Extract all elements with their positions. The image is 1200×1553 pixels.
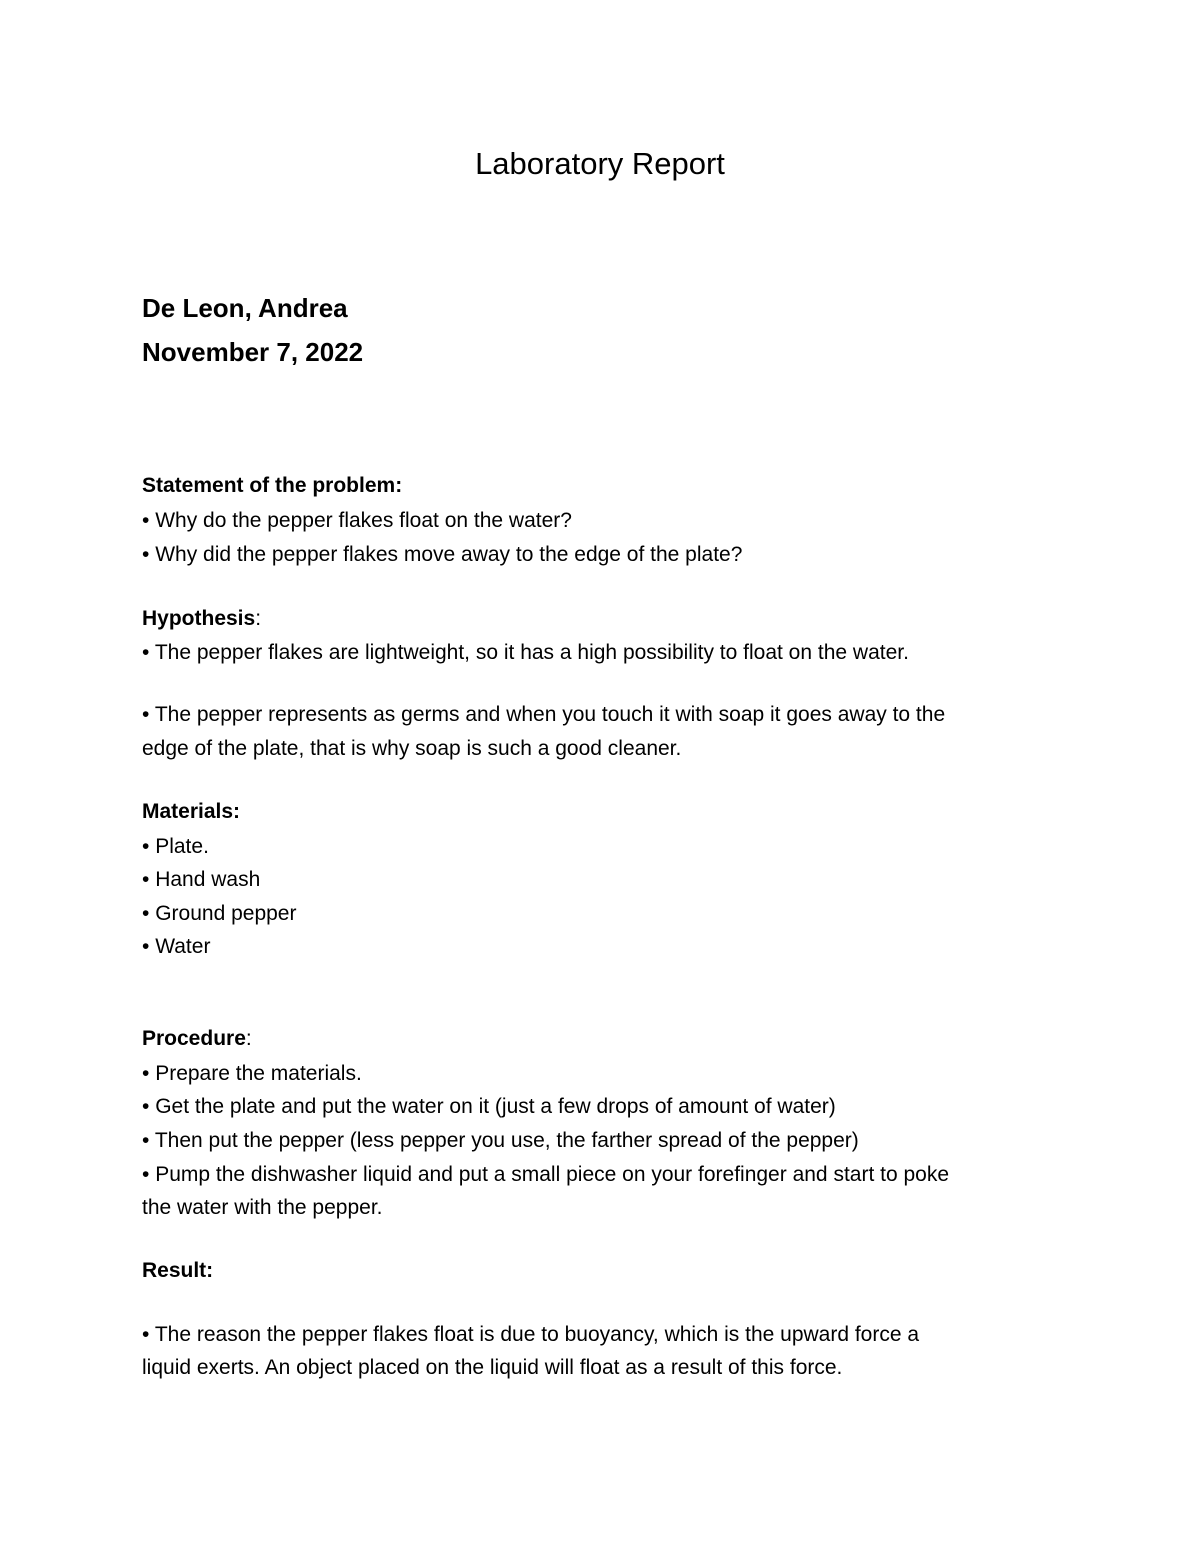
procedure-heading-colon: :	[245, 1027, 252, 1050]
bullet-icon: •	[142, 1095, 150, 1118]
section-heading-hypothesis	[142, 604, 261, 634]
procedure-item	[142, 1092, 836, 1122]
material-item-text: Plate.	[155, 835, 209, 858]
procedure-item-text: Get the plate and put the water on it (just a few drops of amount of water)	[155, 1095, 836, 1118]
procedure-item	[142, 1160, 949, 1190]
procedure-item-text: Prepare the materials.	[155, 1062, 362, 1085]
problem-item	[142, 506, 572, 536]
bullet-icon: •	[142, 902, 150, 925]
material-item-text: Water	[155, 935, 211, 958]
bullet-icon: •	[142, 1129, 150, 1152]
section-heading-result: Result:	[142, 1259, 214, 1282]
report-title: Laboratory Report	[475, 146, 725, 181]
procedure-item	[142, 1126, 859, 1156]
report-date: November 7, 2022	[142, 337, 364, 367]
bullet-icon: •	[142, 1163, 150, 1186]
bullet-icon: •	[142, 509, 150, 532]
bullet-icon: •	[142, 868, 150, 891]
section-heading-materials: Materials:	[142, 800, 241, 823]
author-name: De Leon, Andrea	[142, 293, 348, 323]
bullet-icon: •	[142, 1323, 150, 1346]
hypothesis-item-text: The pepper flakes are lightweight, so it has a high possibility to float on the water.	[154, 641, 909, 664]
problem-item-text: Why did the pepper flakes move away to the edge of the plate?	[155, 543, 743, 566]
bullet-icon: •	[142, 703, 150, 726]
bullet-icon: •	[142, 543, 150, 566]
bullet-icon: •	[142, 835, 150, 858]
material-item	[142, 865, 260, 895]
bullet-icon: •	[142, 935, 150, 958]
procedure-item-text: Then put the pepper (less pepper you use, the farther spread of the pepper)	[154, 1129, 859, 1152]
section-heading-procedure	[142, 1024, 252, 1054]
bullet-icon: •	[142, 641, 150, 664]
hypothesis-item-continuation: edge of the plate, that is why soap is such a good cleaner.	[142, 737, 682, 760]
material-item-text: Hand wash	[155, 868, 261, 891]
hypothesis-heading-colon: :	[255, 607, 262, 630]
hypothesis-heading-text: Hypothesis	[142, 607, 256, 630]
procedure-item	[142, 1059, 362, 1089]
result-item-continuation: liquid exerts. An object placed on the liquid will float as a result of this force.	[142, 1356, 843, 1379]
material-item	[142, 899, 296, 929]
procedure-item-continuation: the water with the pepper.	[142, 1196, 383, 1219]
material-item	[142, 932, 210, 962]
material-item-text: Ground pepper	[155, 902, 297, 925]
bullet-icon: •	[142, 1062, 150, 1085]
section-heading-problem: Statement of the problem:	[142, 474, 403, 497]
hypothesis-item	[142, 638, 909, 668]
procedure-heading-text: Procedure	[142, 1027, 246, 1050]
problem-item	[142, 540, 742, 570]
hypothesis-item-text: The pepper represents as germs and when you touch it with soap it goes away to the	[154, 703, 946, 726]
problem-item-text: Why do the pepper flakes float on the water?	[155, 509, 572, 532]
result-item	[142, 1320, 919, 1350]
procedure-item-text: Pump the dishwasher liquid and put a small piece on your forefinger and start to poke	[155, 1163, 949, 1186]
hypothesis-item	[142, 700, 945, 730]
result-item-text: The reason the pepper flakes float is due to buoyancy, which is the upward force a	[154, 1323, 920, 1346]
material-item	[142, 832, 209, 862]
